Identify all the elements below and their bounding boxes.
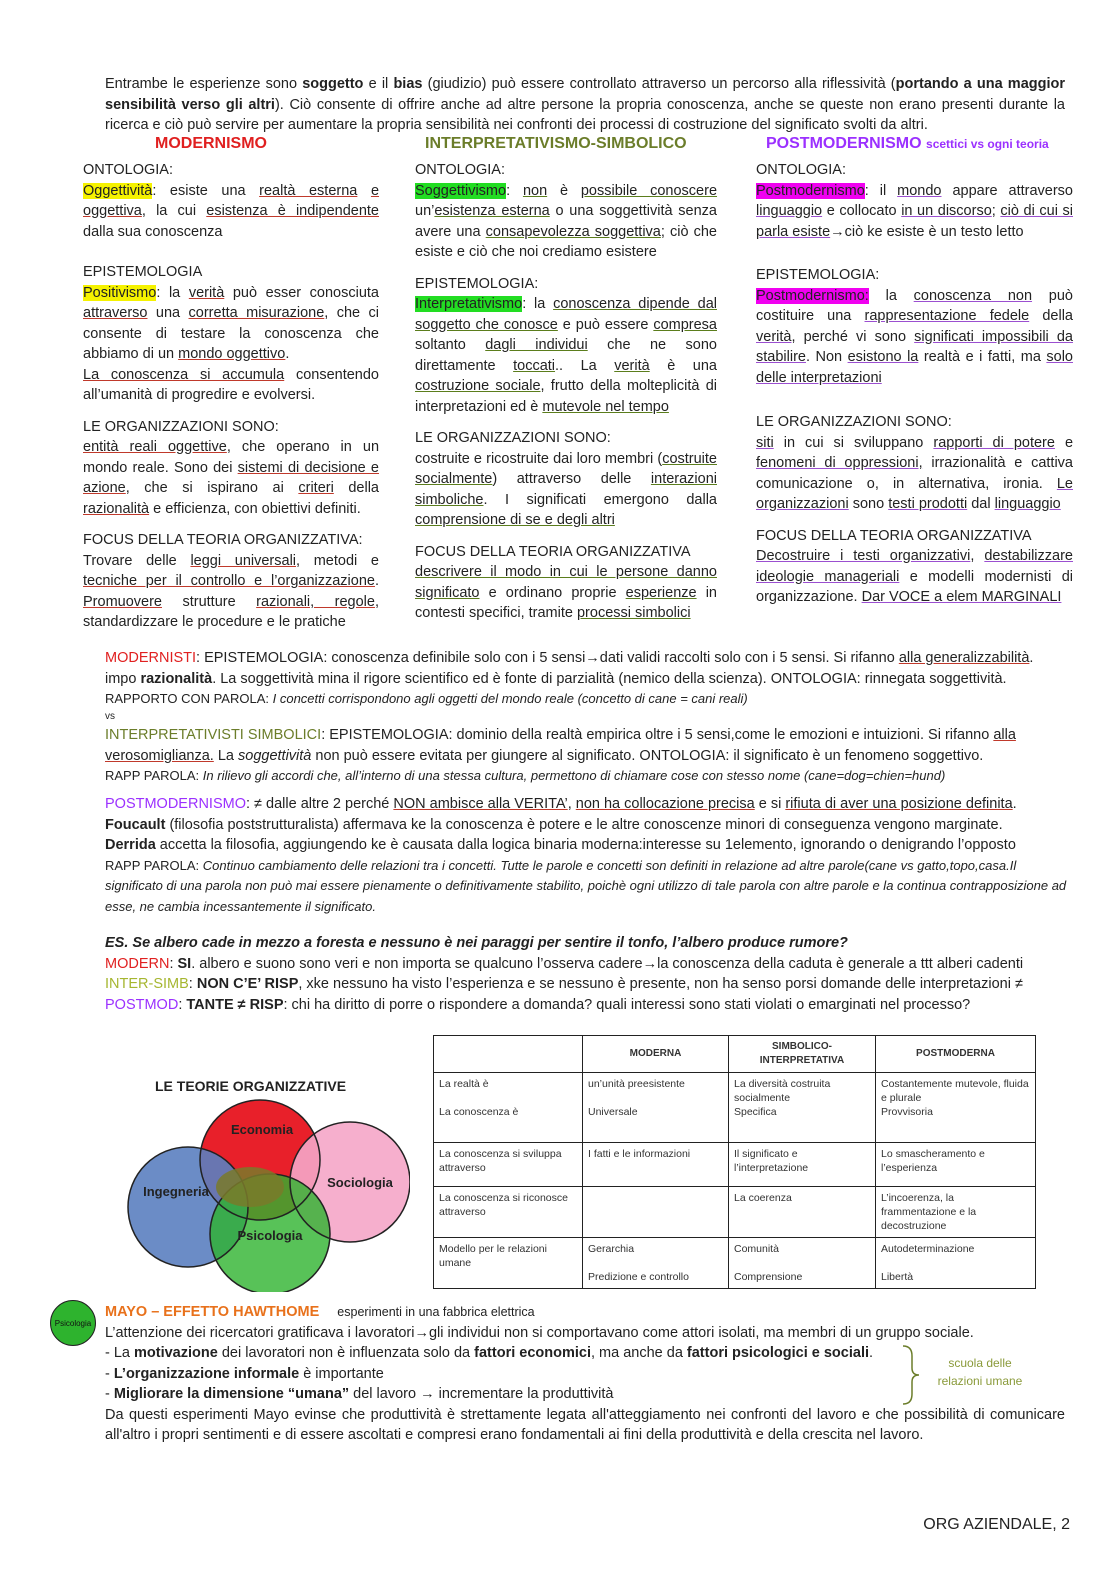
text: . [1029, 650, 1034, 666]
text: . I significati emergono dalla [483, 491, 717, 508]
cell-text: Specifica [734, 1106, 777, 1118]
highlight: Positivismo [83, 284, 157, 301]
cell-text: Comprensione [734, 1271, 803, 1283]
intro-text: Entrambe le esperienze sono [105, 76, 303, 92]
table-cell: I fatti e le informazioni [583, 1143, 729, 1187]
text: : il [864, 182, 898, 199]
bold: Foucault [105, 816, 166, 833]
underlined: conoscenza non [913, 287, 1033, 304]
underlined: razionalità [83, 500, 150, 517]
bold: L’organizzazione informale [113, 1365, 300, 1382]
underlined: possibile conoscere [580, 182, 718, 199]
text: e [1054, 434, 1074, 451]
underlined: realtà esterna [259, 182, 358, 199]
intro-bold: soggetto [302, 76, 364, 92]
column-postmodernismo [756, 160, 1073, 619]
underlined: La conoscenza si accumula [83, 366, 285, 383]
table-cell: L’incoerenza, la frammentazione e la decostruzione [876, 1187, 1036, 1238]
underlined: rappresentazione fedele [864, 308, 1030, 324]
text: →ciò ke esiste è un testo letto [830, 223, 1024, 240]
text: , xke nessuno ha visto l’esperienza e se nessuno è presente, non ha senso porsi domande delle interpretazioni ≠ [298, 976, 1023, 992]
text: . Non [805, 349, 848, 365]
table-cell [876, 1073, 1036, 1143]
intro-text: (giudizio) può essere controllato attraverso un percorso alla riflessività ( [422, 76, 896, 92]
text: e modelli modernisti di organizzazione. [756, 568, 1073, 605]
text: , metodi e [296, 552, 379, 569]
column-interpretativismo [415, 160, 717, 635]
underlined: corretta misurazione [188, 305, 325, 321]
text: : [178, 996, 187, 1013]
underlined: mondo [897, 182, 942, 199]
mod-epistemologia [83, 262, 379, 406]
text: .. La [555, 357, 615, 374]
text: impo [105, 670, 141, 687]
text: può costituire una [756, 287, 1073, 324]
example-label: MODERN [105, 955, 170, 972]
text: e ordinano proprie [479, 584, 626, 601]
text: - La [105, 1345, 135, 1361]
interpretativisti-block [105, 725, 1070, 787]
heading-modernismo: MODERNISMO [155, 135, 267, 152]
text: strutture [161, 593, 257, 610]
text: , [567, 796, 576, 812]
italic: soggettività [238, 747, 312, 764]
table-row [434, 1187, 1036, 1238]
venn-label-ingegneria: Ingegneria [143, 1184, 209, 1199]
underlined: fenomeni di oppressioni, [756, 455, 923, 471]
example-label: INTER-SIMB [105, 976, 189, 992]
text: . [869, 1345, 874, 1361]
text: una [147, 305, 189, 321]
section-heading: EPISTEMOLOGIA: [415, 275, 539, 292]
cell-text: Costantemente mutevole, fluida e plurale [881, 1078, 1029, 1104]
underlined: Dar VOCE a elem MARGINALI [861, 589, 1062, 605]
underlined: Decostruire i testi organizzativi [756, 548, 971, 564]
table-cell: Lo smascheramento e l’esperienza [876, 1143, 1036, 1187]
text: sono [848, 496, 889, 512]
table-cell [729, 1073, 876, 1143]
section-heading: ONTOLOGIA: [83, 162, 173, 178]
underlined: solo delle interpretazioni [756, 349, 1073, 386]
table-header [434, 1036, 583, 1073]
text: della [333, 480, 379, 496]
underlined: linguaggio [994, 496, 1061, 512]
cell-text: un’unità preesistente [588, 1078, 685, 1090]
underlined: conoscenza dipende dal soggetto che conosce [415, 296, 717, 333]
modernisti-label: MODERNISTI [105, 650, 197, 666]
int-epistemologia [415, 274, 717, 418]
text: , perché vi sono [791, 328, 915, 345]
mayo-conclusion: Da questi esperimenti Mayo evinse che produttività è strettamente legata all'atteggiamento nei confronti del lavoro e che possibilità di comunicare all'altro i propri sentimenti e di essere ascoltati e compresi erano fondamentali ai fini della produttività e della crescita nel lavoro. [105, 1406, 1065, 1443]
text: della [1029, 308, 1073, 324]
venn-title: LE TEORIE ORGANIZZATIVE [155, 1078, 347, 1094]
cell-text: Provvisoria [881, 1106, 933, 1118]
bold: TANTE ≠ RISP [186, 996, 284, 1013]
text: : esiste una [152, 182, 260, 199]
underlined: non [522, 182, 548, 199]
bold: motivazione [134, 1345, 218, 1361]
text: e efficienza, con obiettivi definiti. [149, 500, 361, 517]
text: o una soggettività senza avere una [415, 203, 717, 240]
table-header: MODERNA [583, 1036, 729, 1073]
page-label: ORG AZIENDALE, 2 [923, 1516, 1070, 1533]
underlined: testi prodotti [888, 496, 968, 512]
text: è [547, 182, 581, 199]
table-cell: La coerenza [729, 1187, 876, 1238]
underlined: esistenza esterna [434, 203, 550, 219]
table-cell [583, 1238, 729, 1289]
table-cell [583, 1187, 729, 1238]
venn-label-sociologia: Sociologia [327, 1175, 393, 1190]
text: irrazionalità e cattiva comunicazione o, in alternativa, ironia. [756, 455, 1073, 492]
underlined: mutevole nel tempo [542, 398, 669, 415]
underlined: attraverso [83, 305, 148, 321]
text: , la cui [141, 203, 207, 219]
mayo-title: MAYO – EFFETTO HAWTHOME [105, 1304, 320, 1320]
underlined: siti [756, 434, 774, 451]
vs-label: vs [105, 710, 115, 722]
underlined: alla generalizzabilità [898, 650, 1030, 666]
underlined: non ha collocazione precisa [575, 796, 755, 812]
text: Trovare delle [83, 552, 191, 569]
comparison-table [433, 1035, 1036, 1289]
intro-text: e il [363, 76, 394, 92]
table-cell [434, 1238, 583, 1289]
section-heading: ONTOLOGIA: [415, 162, 505, 178]
text: soltanto [415, 337, 486, 353]
bold: razionalità [140, 670, 213, 687]
text: (filosofia poststrutturalista) affermava ke la conoscenza è potere e le altre conoscenze minori di conseguenza vengono marginate. [165, 816, 1003, 833]
text: , che operano in un mondo reale. Sono dei [83, 439, 380, 476]
text: consentendo all’umanità di progredire e evolversi. [83, 366, 379, 403]
int-ontologia [415, 160, 717, 263]
intro-bold: bias [393, 76, 423, 92]
postmodernismo-label: POSTMODERNISMO [105, 796, 246, 812]
underlined: mondo oggettivo [178, 346, 286, 362]
text: : ≠ dalle altre 2 perché [245, 796, 394, 812]
text: : [169, 955, 178, 972]
bold: Derrida [105, 837, 156, 853]
table-cell [434, 1073, 583, 1143]
intro-paragraph [105, 74, 1065, 136]
bold: NON C’E’ RISP [196, 976, 299, 992]
text: realtà e i fatti, ma [918, 349, 1047, 365]
underlined: esistenza è indipendente [206, 203, 379, 219]
example-label: POSTMOD [105, 996, 179, 1013]
highlight: Soggettivismo [415, 182, 507, 199]
underlined: comprensione di se e degli altri [415, 512, 615, 528]
heading-postmodernismo-title: POSTMODERNISMO [766, 135, 922, 152]
text: , che si ispirano ai [125, 480, 299, 496]
table-row [434, 1238, 1036, 1289]
section-heading: LE ORGANIZZAZIONI SONO: [415, 430, 611, 446]
cell-text: Predizione e controllo [588, 1271, 689, 1283]
intro-text: ). Ciò consente di offrire anche ad altre persone la propria conoscenza, anche se queste non erano presenti durante la ricerca e ciò può servire per aumentare la propria sensibilità nei confronti dei processi di costruzione del significato svolti da altri. [105, 96, 1065, 133]
underlined: in un discorso [901, 203, 992, 219]
table-cell: La conoscenza si riconosce attraverso [434, 1187, 583, 1238]
underlined: Le organizzazioni [756, 475, 1073, 512]
underlined: interazioni simboliche [415, 471, 717, 508]
text: ; ciò che esiste e ciò che noi crediamo esistere [415, 223, 717, 260]
text: La [213, 747, 238, 764]
bold: SI [177, 955, 192, 972]
cell-text: Universale [588, 1106, 638, 1118]
psicologia-badge: Psicologia [50, 1300, 96, 1346]
highlight: Oggettività [83, 182, 153, 199]
text [357, 183, 371, 199]
underlined: costruzione sociale [415, 378, 541, 394]
table-row [434, 1143, 1036, 1187]
table-cell [876, 1238, 1036, 1289]
text: - [105, 1386, 114, 1402]
rapp-text: I concetti corrispondono agli oggetti del mondo reale (concetto di cane = cani reali) [272, 691, 748, 706]
cell-text: Gerarchia [588, 1243, 635, 1255]
underlined: alla verosomiglianza. [105, 727, 1016, 764]
interpretativisti-label: INTERPRETATIVISTI SIMBOLICI [105, 727, 322, 743]
underlined: ciò di cui si parla esiste [756, 203, 1073, 240]
text: , frutto della molteplicità di interpretazioni ed è [415, 378, 717, 415]
section-heading: EPISTEMOLOGIA: [756, 267, 880, 283]
highlight: Interpretativismo [415, 296, 523, 312]
rapp-label: RAPP PAROLA: [105, 857, 203, 873]
post-focus [756, 526, 1073, 608]
mayo-line: L’attenzione dei ricercatori gratificava i lavoratori→gli individui non si comportavano come attori isolati, ma membri di un gruppo sociale. [105, 1324, 974, 1341]
text: . La soggettività mina il rigore scientifico ed è fonte di parzialità (nemico della scienza). ONTOLOGIA: rinnegata soggettività. [212, 670, 1007, 687]
underlined: compresa [653, 316, 717, 333]
underlined: tecniche per il controllo e l’organizzazione [83, 573, 375, 589]
mod-organizzazioni [83, 417, 379, 520]
section-heading: ONTOLOGIA: [756, 162, 846, 178]
cell-text: La diversità costruita socialmente [734, 1078, 831, 1104]
text: ) attraverso delle [492, 471, 651, 487]
text: : la [156, 284, 189, 301]
underlined: consapevolezza soggettiva [485, 223, 661, 240]
underlined: leggi universali [190, 552, 297, 569]
mod-ontologia [83, 160, 379, 242]
underlined: verità [614, 357, 650, 374]
cell-text: Autodeterminazione [881, 1243, 975, 1255]
underlined: Promuovere [83, 593, 162, 610]
post-organizzazioni [756, 412, 1073, 515]
text: dei lavoratori non è influenzata solo da [217, 1345, 475, 1361]
text: . albero e suono sono veri e non importa se qualcuno l’osserva cadere→la conoscenza della caduta è generale a ttt alberi cadenti [191, 955, 1024, 972]
text: può esser conosciuta [224, 284, 379, 301]
underlined: rifiuta di aver una posizione definita [785, 796, 1013, 812]
highlight: Postmodernismo [756, 182, 865, 199]
cell-text: La conoscenza è [439, 1106, 519, 1118]
text: : [188, 976, 197, 992]
underlined: entità reali oggettive [83, 439, 227, 455]
text: . [1012, 796, 1017, 812]
text: del lavoro → incrementare la produttività [349, 1386, 614, 1402]
venn-diagram [120, 1092, 410, 1292]
table-header: SIMBOLICO-INTERPRETATIVA [729, 1036, 876, 1073]
cell-text: La realtà è [439, 1078, 489, 1090]
underlined: processi simbolici [576, 605, 691, 621]
text: : [506, 182, 523, 199]
heading-interpretativismo: INTERPRETATIVISMO-SIMBOLICO [425, 135, 687, 152]
underlined: significati impossibili da stabilire [756, 328, 1073, 365]
heading-postmodernismo-subtitle: scettici vs ogni teoria [926, 137, 1049, 151]
text: dal [967, 496, 995, 512]
brace-note: scuola delle relazioni umane [937, 1356, 1023, 1388]
text: ; [991, 203, 1001, 219]
modernisti-block [105, 648, 1070, 724]
text: la [868, 287, 914, 304]
section-heading: FOCUS DELLA TEORIA ORGANIZZATIVA [756, 527, 1032, 544]
underlined: esistono la [847, 349, 919, 365]
underlined: verità [188, 284, 225, 301]
text: in cui si sviluppano [773, 434, 934, 451]
text: . [374, 573, 379, 589]
text: : la [522, 296, 554, 312]
underlined: descrivere il modo in cui le persone danno significato [415, 564, 717, 601]
section-heading: EPISTEMOLOGIA [83, 264, 203, 280]
underlined: rapporti di potere [933, 434, 1055, 451]
table-header-row [434, 1036, 1036, 1073]
text: , [970, 548, 985, 564]
text: e può essere [557, 316, 654, 333]
table-cell: La conoscenza si sviluppa attraverso [434, 1143, 583, 1187]
intro-bold: portando a una maggior sensibilità verso gli altri [105, 76, 1066, 113]
text: : chi ha diritto di porre o rispondere a domanda? quali interessi sono stati violati o emarginati nel processo? [283, 996, 971, 1013]
section-heading: LE ORGANIZZAZIONI SONO: [83, 418, 279, 435]
underlined: costruite socialmente [415, 450, 717, 487]
section-heading: LE ORGANIZZAZIONI SONO: [756, 414, 952, 430]
text: e si [754, 796, 786, 812]
cell-text: Modello per le relazioni umane [439, 1243, 547, 1269]
venn-label-economia: Economia [230, 1122, 294, 1137]
text: non può essere evitata per giungere al significato. ONTOLOGIA: il significato è un fenomeno soggettivo. [311, 747, 984, 764]
underlined: toccati [513, 357, 556, 374]
text: , standardizzare le procedure e le pratiche [83, 593, 379, 630]
venn-center [216, 1167, 284, 1207]
table-header: POSTMODERNA [876, 1036, 1036, 1073]
text: è importante [299, 1365, 384, 1382]
text: accetta la filosofia, aggiungendo ke è causata dalla logica binaria moderna:interesse su 1elemento, ignorando o denigrando l’opposto [155, 837, 1016, 853]
example-block [105, 933, 1070, 1015]
bold: Migliorare la dimensione “umana” [113, 1386, 350, 1402]
example-question: ES. Se albero cade in mezzo a foresta e nessuno è nei paraggi per sentire il tonfo, l’albero produce rumore? [105, 935, 848, 951]
table-cell [729, 1238, 876, 1289]
text: appare attraverso [941, 182, 1073, 199]
table-cell [583, 1073, 729, 1143]
int-focus [415, 542, 717, 624]
heading-postmodernismo [766, 134, 1049, 155]
text: , ma anche da [590, 1345, 687, 1361]
table-cell: Il significato e l’interpretazione [729, 1143, 876, 1187]
section-heading: FOCUS DELLA TEORIA ORGANIZZATIVA [415, 543, 691, 560]
underlined: esperienze [625, 584, 697, 601]
text: e collocato [822, 203, 902, 219]
underlined: sistemi di decisione e azione [83, 459, 379, 496]
bold: fattori psicologici e sociali [686, 1345, 870, 1361]
text: un’ [415, 203, 435, 219]
cell-text: Libertà [881, 1271, 914, 1283]
rapp-text: Continuo cambiamento delle relazioni tra i concetti. Tutte le parole e concetti son definiti in relazione ad altre parole(cane vs gatto,topo,casa.Il significato di una parola non può mai essere pienamente o definitivamente stabilito, poichè ogni utilizzo di tale parola con altre parole e la continua contrapposizione ad esse, ne cambia incessantemente il significato. [105, 857, 1067, 914]
underlined: verità [756, 328, 792, 345]
underlined: destabilizzare ideologie manageriali [756, 548, 1073, 585]
table-row [434, 1073, 1036, 1143]
underlined: linguaggio [756, 203, 823, 219]
bold: fattori economici [474, 1345, 591, 1361]
text: che ne sono direttamente [415, 337, 717, 374]
venn-label-psicologia: Psicologia [237, 1228, 303, 1243]
underlined: NON ambisce alla VERITA’ [393, 796, 568, 812]
cell-text: Comunità [734, 1243, 779, 1255]
text: - [105, 1365, 114, 1382]
underlined: e oggettiva [83, 182, 380, 219]
underlined: razionali, regole [256, 593, 375, 610]
rapp-label: RAPPORTO CON PAROLA: [105, 691, 273, 706]
text: è una [649, 357, 717, 374]
text: . [285, 346, 290, 362]
brace-icon [900, 1344, 922, 1406]
int-organizzazioni [415, 428, 717, 531]
text: : EPISTEMOLOGIA: dominio della realtà empirica oltre i 5 sensi,come le emozioni e intuizioni. Si rifanno [321, 727, 994, 743]
text: in contesti specifici, tramite [415, 584, 717, 621]
section-heading: FOCUS DELLA TEORIA ORGANIZZATIVA: [83, 532, 363, 548]
column-modernismo [83, 160, 379, 644]
mod-focus [83, 530, 379, 633]
highlight: Postmodernismo: [756, 287, 869, 304]
text: costruite e ricostruite dai loro membri ( [415, 450, 663, 467]
text: : EPISTEMOLOGIA: conoscenza definibile solo con i 5 sensi→dati validi raccolti solo con i 5 sensi. Si rifanno [196, 650, 899, 666]
mayo-subtitle: esperimenti in una fabbrica elettrica [337, 1305, 535, 1319]
text: dalla sua conoscenza [83, 223, 223, 240]
postmodernismo-block [105, 794, 1070, 917]
post-epistemologia [756, 265, 1073, 388]
underlined: dagli individui [485, 337, 588, 353]
text: , che ci consente di testare la conoscenza che abbiamo di un [83, 305, 380, 362]
post-ontologia [756, 160, 1073, 242]
rapp-label: RAPP PAROLA: [105, 768, 203, 783]
underlined: criteri [298, 480, 334, 496]
rapp-text: In rilievo gli accordi che, all’interno di una stessa cultura, permettono di chiamare cose con stesso nome (cane=dog=chien=hund) [202, 768, 946, 783]
